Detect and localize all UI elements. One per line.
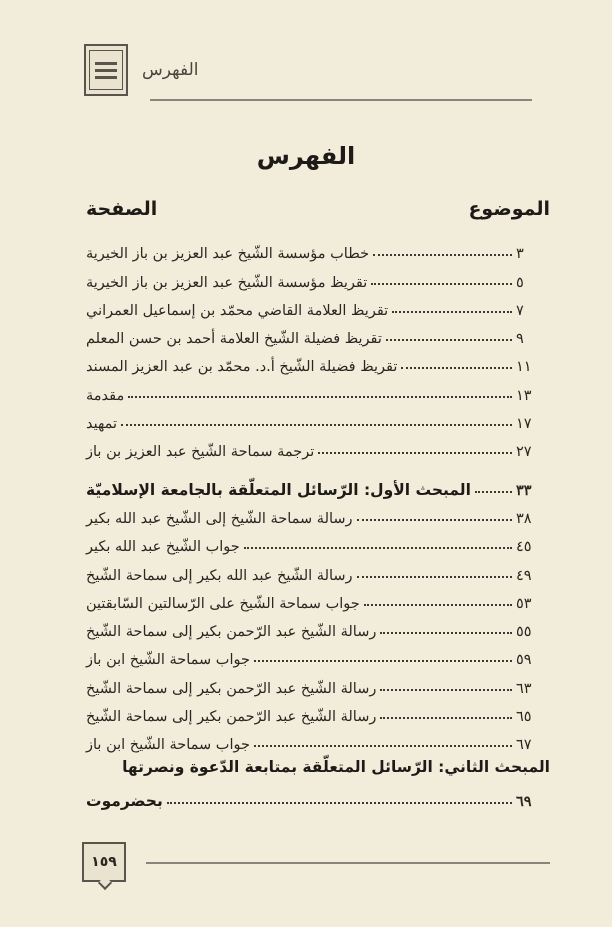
- toc-entry: رسالة سماحة الشّيخ إلى الشّيخ عبد الله بكير ٣٨: [86, 510, 532, 527]
- toc-entry: ترجمة سماحة الشّيخ عبد العزيز بن باز ٢٧: [86, 444, 532, 461]
- toc-entry: مقدمة ١٣: [86, 387, 532, 404]
- toc-entry: رسالة الشّيخ عبد الرّحمن بكير إلى سماحة الشّيخ ٦٥: [86, 709, 532, 726]
- column-header-topic: الموضوع: [468, 198, 550, 220]
- toc-entry: رسالة الشّيخ عبد الله بكير إلى سماحة الشّيخ ٤٩: [86, 567, 532, 584]
- toc-entry: تمهيد ١٧: [86, 416, 532, 433]
- page-title: الفهرس: [256, 142, 356, 170]
- toc-entry: جواب الشّيخ عبد الله بكير ٤٥: [86, 539, 532, 556]
- header-rule: [150, 99, 532, 101]
- toc-entry: تقريظ مؤسسة الشّيخ عبد العزيز بن باز الخيرية ٥: [86, 274, 524, 291]
- running-header: الفهرس: [142, 60, 199, 80]
- toc-chapter-1: المبحث الأول: الرّسائل المتعلّقة بالجامعة الإسلاميّة ٣٣: [86, 480, 532, 499]
- column-header-page: الصفحة: [86, 198, 158, 220]
- toc-entry: تقريظ فضيلة الشّيخ العلامة أحمد بن حسن المعلم ٩: [86, 331, 524, 348]
- chapter-2-row: بحضرموت ٦٩: [86, 792, 532, 811]
- toc-entry: خطاب مؤسسة الشّيخ عبد العزيز بن باز الخيرية ٣: [86, 246, 524, 263]
- publisher-logo: [84, 44, 128, 96]
- footer-rule: [146, 862, 550, 864]
- toc-entry: رسالة الشّيخ عبد الرّحمن بكير إلى سماحة الشّيخ ٦٣: [86, 680, 532, 697]
- toc-entry: تقريظ فضيلة الشّيخ أ.د. محمّد بن عبد العزيز المسند ١١: [86, 359, 532, 376]
- page-number: ١٥٩: [82, 842, 126, 882]
- toc-entry: جواب سماحة الشّيخ ابن باز ٦٧: [86, 737, 532, 754]
- toc-entry: رسالة الشّيخ عبد الرّحمن بكير إلى سماحة الشّيخ ٥٥: [86, 624, 532, 641]
- toc-entry: جواب سماحة الشّيخ على الرّسالتين السّابقتين ٥٣: [86, 595, 532, 612]
- chapter-2-title: المبحث الثاني: الرّسائل المتعلّقة بمتابعة الدّعوة ونصرتها: [122, 758, 550, 776]
- toc-chapter-2: [86, 758, 550, 810]
- toc-entry: جواب سماحة الشّيخ ابن باز ٥٩: [86, 652, 532, 669]
- toc-entry: تقريظ العلامة القاضي محمّد بن إسماعيل العمراني ٧: [86, 302, 524, 319]
- table-of-contents: [86, 234, 550, 753]
